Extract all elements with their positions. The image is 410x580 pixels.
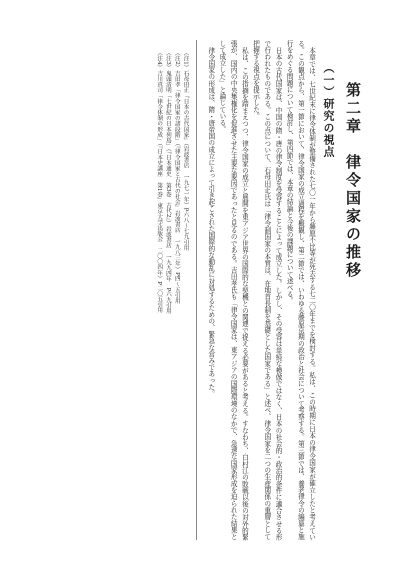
footnote-text: 石母田正『日本の古代国家』（岩波書店 一九七一年）P六八〜七九引用 [182, 70, 189, 251]
document-page [62, 40, 362, 540]
footnote-text: 吉田孝「律令国家の諸段階」（『律令国家と古代の社会』岩波書店 一九八三年）P四〜五引用 [173, 70, 180, 304]
body-paragraph: 本章では、七世紀末に律令体制が整備された七〇一年から藤原不比等が死去する七二〇年までを検討する。私は、この時期に日本の律令国家が確立したと考えている。この観点から、第一節において、律令国家の成立過程を概観し、第二節では、いわゆる藤原京期の政治と社会について考察する。第三節では、養老律令の編纂と施行をめぐる問題について検討し、第四節では、本章の結論と今後の課題について述べる。 [285, 40, 316, 540]
footnotes [154, 40, 196, 540]
footnote-number: （注4） [156, 50, 163, 71]
footnote-number: （注1） [182, 50, 189, 71]
footnote-number: （注2） [173, 50, 180, 71]
footnote [172, 50, 181, 540]
footnote-number: （注3） [164, 50, 171, 71]
footnote [181, 50, 190, 540]
footnote-text: 鬼頭清明「七世紀の日本列島」（『日本通史 第3巻 古代2』）岩波書店 一九九四年 P六九引用 [164, 70, 171, 314]
body-paragraph: 日本の古代国家は、中国の隋・唐の律令制度を受容することによって成立した。しかし、その受容は単純な模倣ではなく、日本の社会的・政治的条件に適合させる形で行われたものである。この点について、石母田正氏は「律令制国家の本質は、在地首長制を基礎とした国家である」と述べ、律令国家を二つの生産関係の重層として把握する視点を提示した。 [251, 40, 282, 540]
body-paragraph: 律令国家の形成は、隋・唐帝国の成立によって引き起こされた国際的な動乱に対処するための、緊急な営みであった。 [206, 46, 215, 397]
footnote-text: 吉川真司「律令体制の形成」（『日本史講座 第1巻』東京大学出版会 二〇〇四年）P二〇五引用 [156, 70, 163, 313]
section-title: （一）研究の視点 [322, 62, 335, 158]
body-paragraph: 私は、この指摘を踏まえつつ、律令国家の成立と展開を東アジア世界の国際的な契機との関連で捉える必要があると考える。すなわち、白村江の敗戦以後の対外的緊張が、国内の中央集権化を促進させた主要な要因であったと見るのである。吉田孝氏も「律令国家は、東アジアの国際環境のなかで、急速な国家形成を迫られた結果として成立した」と論じている。 [217, 40, 249, 540]
footnote [154, 50, 163, 540]
chapter-title: 第二章 律令国家の推移 [344, 82, 362, 280]
footnote [163, 50, 172, 540]
